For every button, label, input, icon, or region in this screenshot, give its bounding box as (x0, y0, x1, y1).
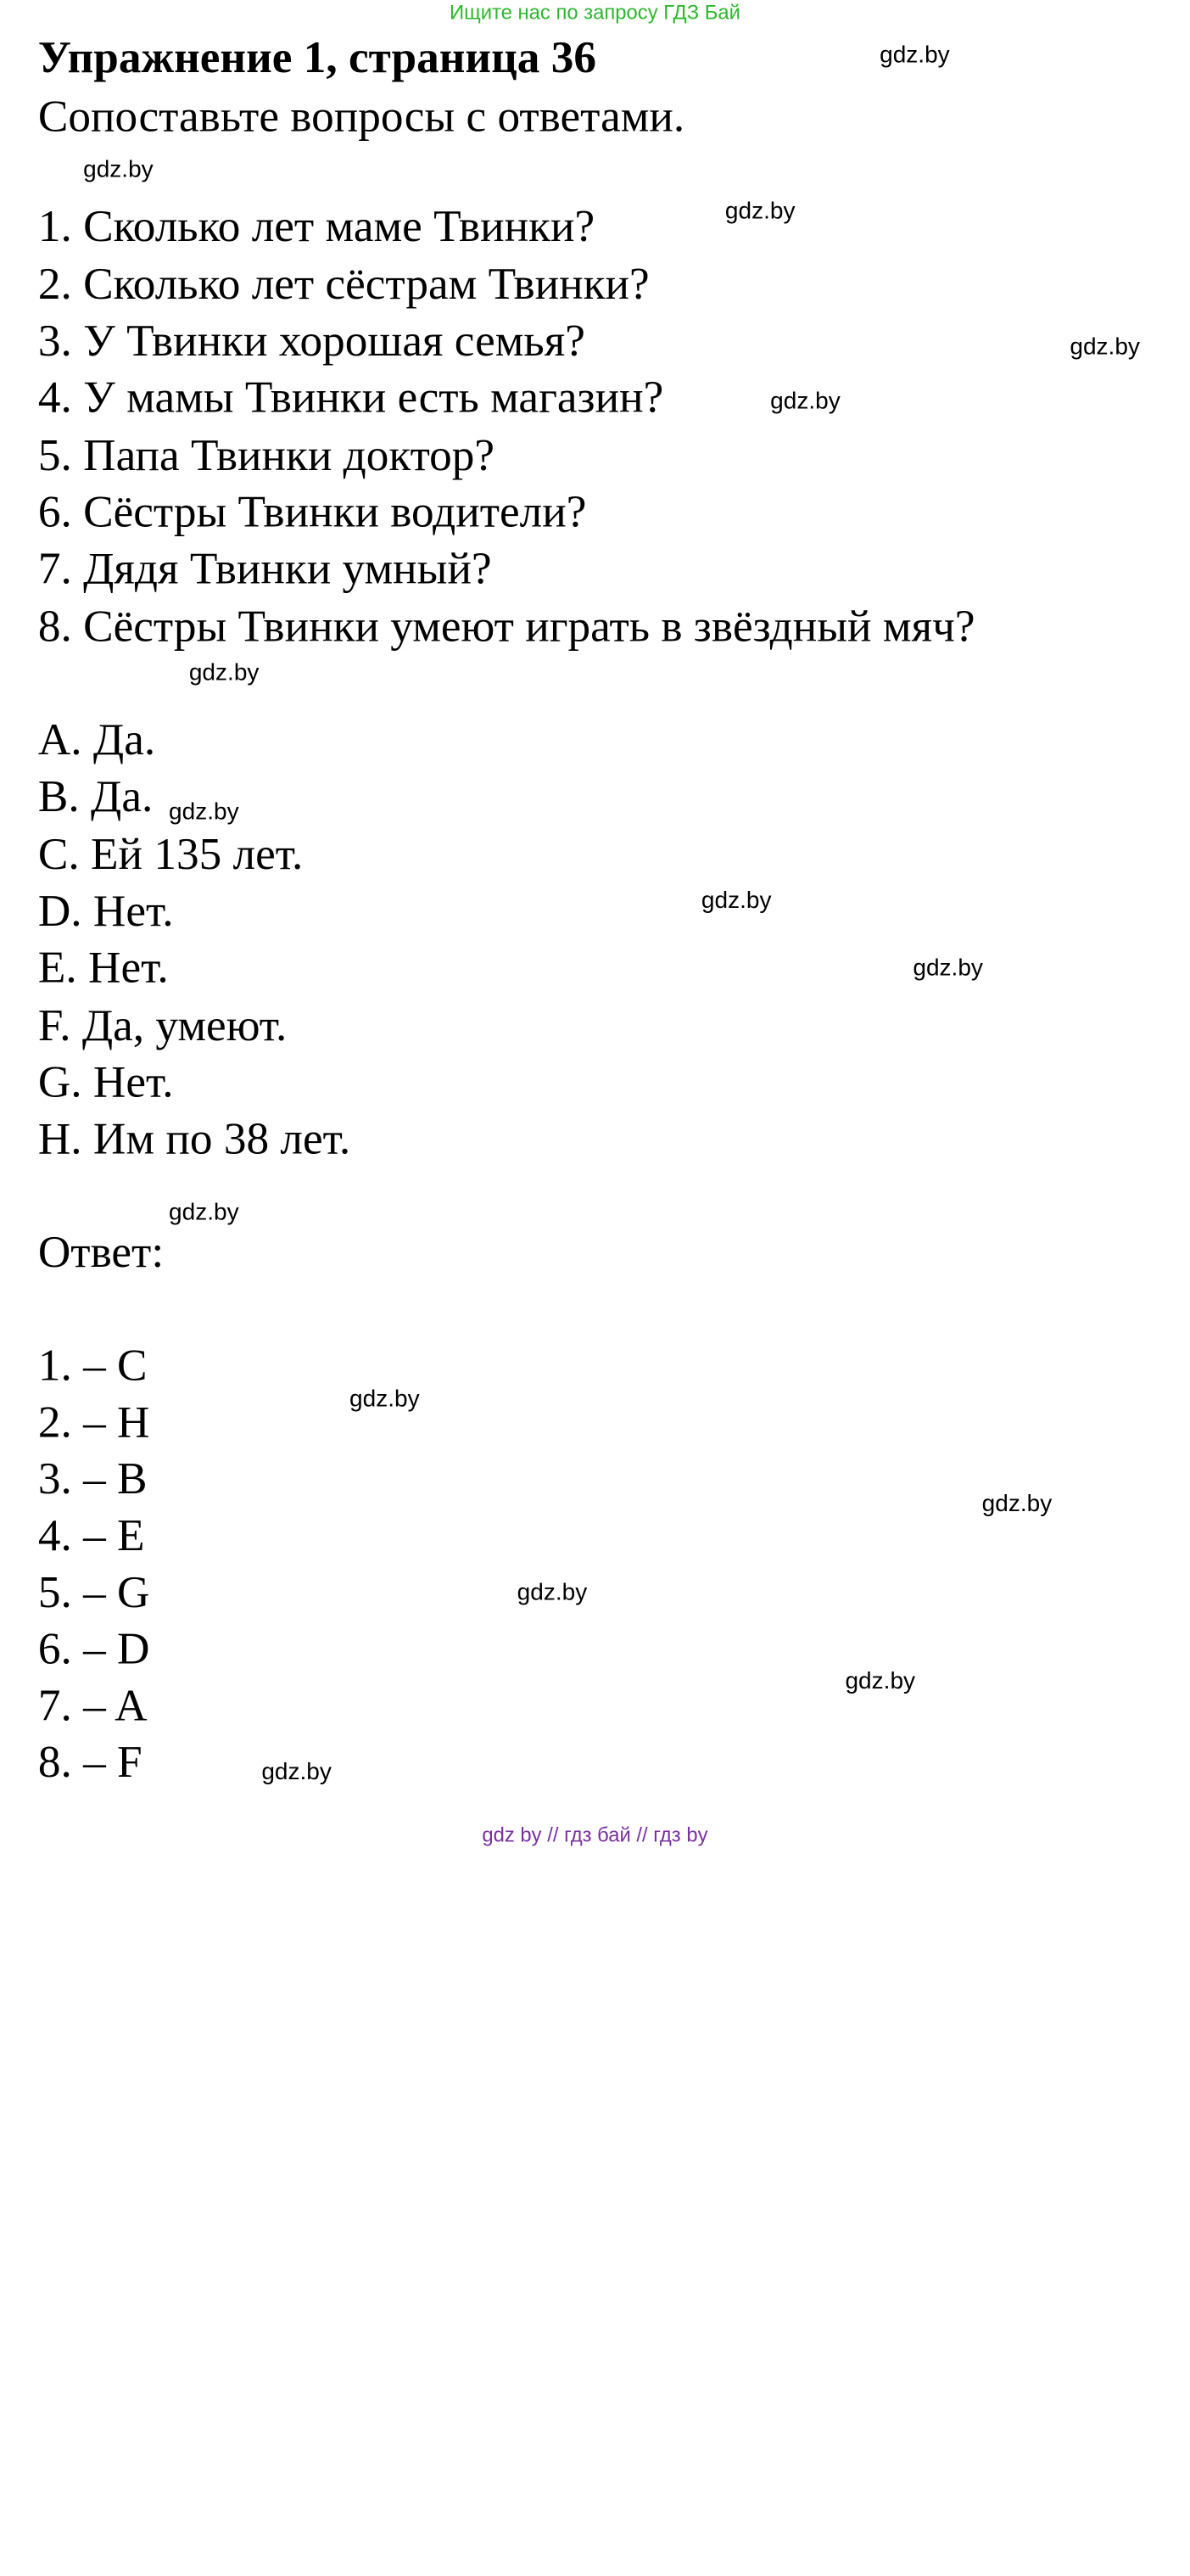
option-c: C. Ей 135 лет. (37, 830, 304, 880)
answer-6: 6. – D (37, 1624, 150, 1675)
option-f: F. Да, умеют. (37, 1000, 288, 1051)
question-1: 1. Сколько лет маме Твинки? (37, 201, 595, 252)
watermark: gdz.by (724, 198, 796, 225)
question-6: 6. Сёстры Твинки водители? (37, 487, 587, 538)
question-2: 2. Сколько лет сёстрам Твинки? (37, 260, 650, 310)
watermark: gdz.by (261, 1759, 332, 1785)
watermark: gdz.by (349, 1386, 420, 1413)
answer-1: 1. – C (37, 1341, 148, 1392)
instruction: Сопоставьте вопросы с ответами. (37, 92, 685, 142)
question-4: 4. У мамы Твинки есть магазин? (37, 372, 664, 423)
option-b: B. Да. (37, 772, 154, 822)
question-5: 5. Папа Твинки доктор? (37, 430, 495, 481)
question-8: 8. Сёстры Твинки умеют играть в звёздный мяч? (37, 602, 975, 652)
answer-3: 3. – B (37, 1454, 148, 1504)
watermark: gdz.by (1070, 333, 1140, 361)
top-banner[interactable]: Ищите нас по запросу ГДЗ Бай (449, 1, 740, 24)
watermark: gdz.by (83, 157, 154, 183)
watermark: gdz.by (169, 1199, 239, 1226)
answer-8: 8. – F (37, 1738, 142, 1788)
answer-4: 4. – E (37, 1511, 145, 1561)
question-7: 7. Дядя Твинки умный? (37, 544, 492, 594)
option-g: G. Нет. (37, 1057, 174, 1108)
question-3: 3. У Твинки хорошая семья? (37, 316, 585, 367)
option-d: D. Нет. (37, 887, 174, 937)
watermark: gdz.by (169, 799, 239, 826)
watermark: gdz.by (517, 1579, 588, 1606)
watermark: gdz.by (913, 955, 983, 982)
option-e: E. Нет. (37, 943, 169, 994)
answer-label: Ответ: (37, 1228, 165, 1278)
watermark: gdz.by (880, 42, 950, 69)
watermark: gdz.by (188, 659, 260, 686)
option-a: A. Да. (37, 715, 156, 765)
exercise-title: Упражнение 1, страница 36 (37, 32, 596, 83)
answer-7: 7. – A (37, 1681, 148, 1731)
watermark: gdz.by (770, 388, 841, 415)
watermark: gdz.by (981, 1491, 1053, 1518)
option-h: H. Им по 38 лет. (37, 1114, 351, 1165)
watermark: gdz.by (845, 1668, 916, 1694)
watermark: gdz.by (701, 888, 772, 915)
answer-5: 5. – G (37, 1567, 150, 1618)
answer-2: 2. – H (37, 1397, 150, 1448)
footer-links[interactable]: gdz by // гдз бай // гдз by (482, 1823, 708, 1847)
